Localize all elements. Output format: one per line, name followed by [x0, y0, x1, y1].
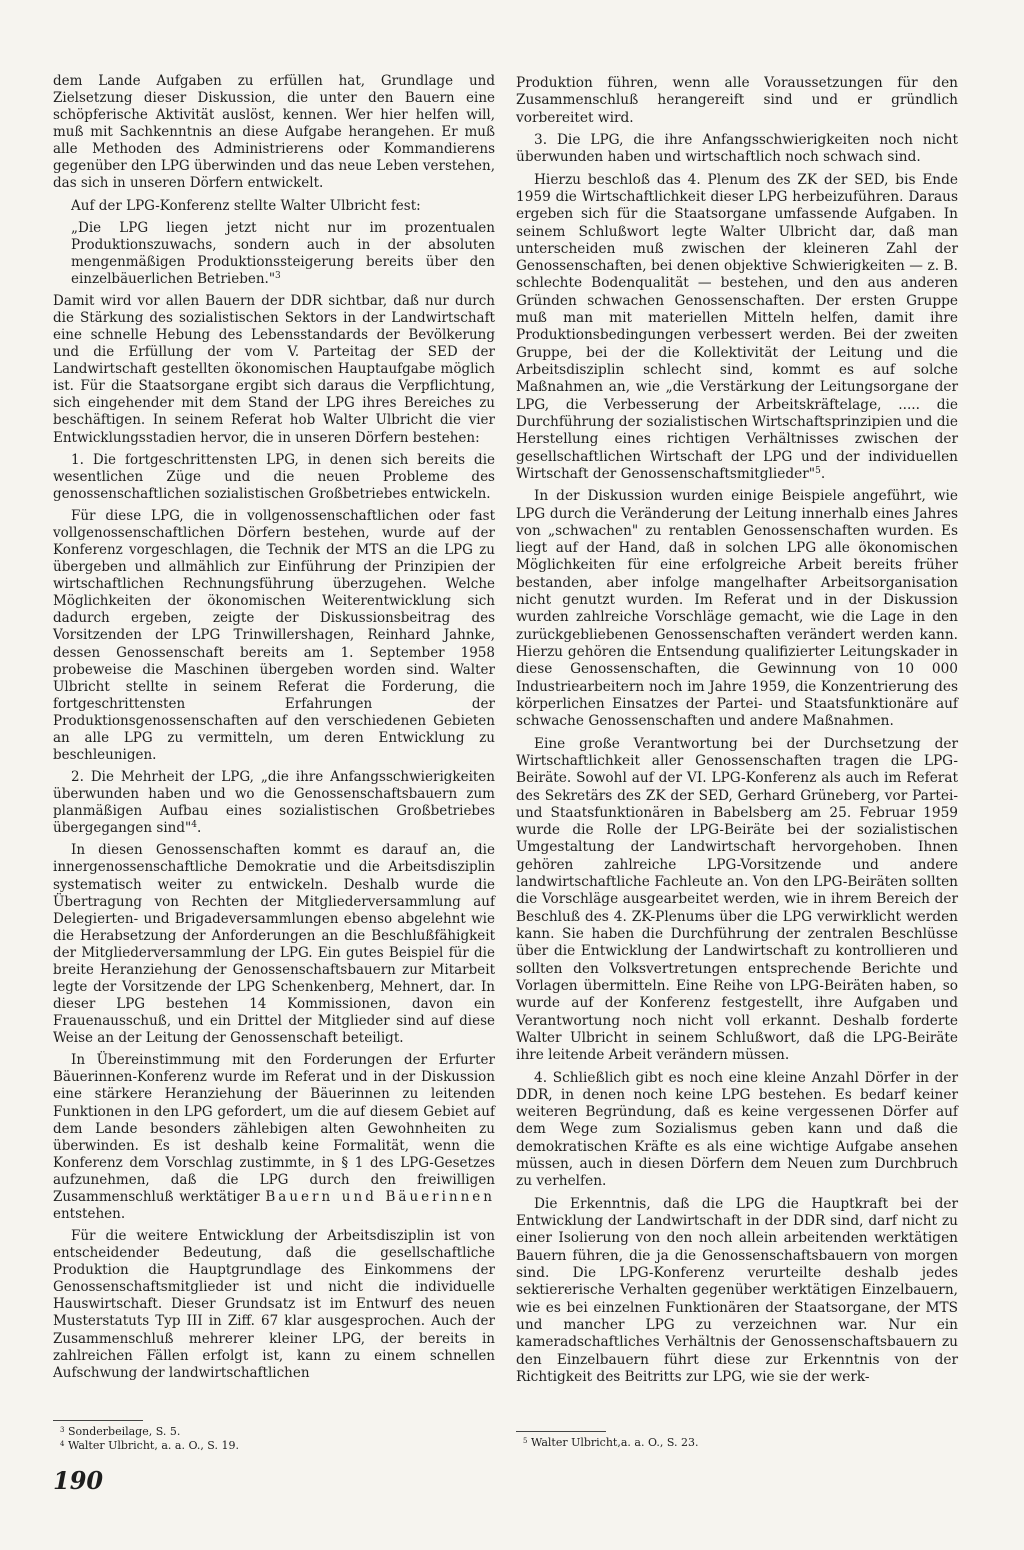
paragraph: 3. Die LPG, die ihre Anfangsschwierigkeiten noch nicht überwunden haben und wirtschaftlich noch schwach sind.: [516, 131, 958, 166]
footnote-number: 5: [523, 1437, 528, 1445]
right-column: [516, 75, 958, 1391]
paragraph: [53, 769, 495, 837]
paragraph: Die Erkenntnis, daß die LPG die Hauptkraft bei der Entwicklung der Landwirtschaft in der DDR sind, darf nicht zu einer Isolierung von den noch allein arbeitenden werktätigen Bauern führen, die ja die Genossenschaftsbauern von morgen sind. Die LPG-Konferenz verurteilte deshalb jedes sektiererische Verhalten gegenüber werktätigen Einzelbauern, wie es bei einzelnen Funktionären der Staatsorgane, der MTS und mancher LPG zu verzeichnen war. Nur ein kameradschaftliches Verhältnis der Genossenschaftsbauern zu den Einzelbauern führt diese zur Erkenntnis von der Richtigkeit des Beitritts zur LPG, wie sie der werk-: [516, 1195, 958, 1385]
footnote: [523, 1436, 698, 1450]
paragraph: In der Diskussion wurden einige Beispiele angeführt, wie LPG durch die Veränderung der Leitung innerhalb eines Jahres von „schwachen" zu rentablen Genossenschaften wurden. Es liegt auf der Hand, daß in solchen LPG alle ökonomischen Möglichkeiten für eine erfolgreiche Arbeit bereits früher bestanden, aber infolge mangelhafter Arbeitsorganisation nicht genutzt wurden. Im Referat und in der Diskussion wurden zahlreiche Vorschläge gemacht, wie die Lage in den zurückgebliebenen Genossenschaften verändert werden kann. Hierzu gehören die Entsendung qualifizierter Leitungskader in diese Genossenschaften, die Gewinnung von 10 000 Industriearbeitern noch im Jahre 1959, die Konzentrierung des körperlichen Einsatzes der Partei- und Staatsfunktionäre auf schwache Genossenschaften und andere Maßnahmen.: [516, 488, 958, 730]
paragraph: Für diese LPG, die in vollgenossenschaftlichen oder fast vollgenossenschaftlichen Dörfern bestehen, wurde auf der Konferenz vorgeschlagen, die Technik der MTS an die LPG zu übergeben und allmählich zur Einführung der Prinzipien der wirtschaftlichen Rechnungsführung überzugehen. Welche Möglichkeiten der ökonomischen Weiterentwicklung sich dadurch ergeben, zeigte der Diskussionsbeitrag des Vorsitzenden der LPG Trinwillershagen, Reinhard Jahnke, dessen Genossenschaft bereits am 1. September 1958 probeweise die Maschinen übergeben worden sind. Walter Ulbricht stellte in seinem Referat die Forderung, die fortgeschrittensten Erfahrungen der Produktionsgenossenschaften auf den verschiedenen Gebieten an alle LPG zu vermitteln, um deren Entwicklung zu beschleunigen.: [53, 507, 495, 763]
paragraph-text: Hierzu beschloß das 4. Plenum des ZK der SED, bis Ende 1959 die Wirtschaftlichkeit dieser LPG herbeizuführen. Daraus ergeben sich für die Staatsorgane umfassende Aufgaben. In seinem Schlußwort legte Walter Ulbricht dar, daß man unterscheiden muß zwischen der kleineren Zahl der Genossenschaften, bei denen objektive Schwierigkeiten — z. B. schlechte Bodenqualität — bestehen, und den aus anderen Gründen schwachen Genossenschaften. Der ersten Gruppe muß man mit materiellen Mitteln helfen, damit ihre Produktionsbedingungen verbessert werden. Bei der zweiten Gruppe, bei der die Kollektivität der Leitung und die Arbeitsdisziplin schlecht sind, kommt es auf solche Maßnahmen an, wie „die Verstärkung der Leitungsorgane der LPG, die Verbesserung der Arbeitskräftelage, ..... die Durchführung der sozialistischen Wirtschaftsprinzipien und die Herstellung eines richtigen Verhältnisses zwischen der gesellschaftlichen Wirtschaft der LPG und der individuellen Wirtschaft der Genossenschaftsmitglieder": [516, 171, 958, 482]
left-column: [53, 73, 495, 1387]
footnote-ref: 5: [815, 465, 821, 476]
paragraph: Produktion führen, wenn alle Voraussetzungen für den Zusammenschluß herangereift sind und er gründlich vorbereitet wird.: [516, 75, 958, 126]
paragraph: 4. Schließlich gibt es noch eine kleine Anzahl Dörfer in der DDR, in denen noch keine LPG bestehen. Es bedarf keiner weiteren Begründung, daß es keine vergessenen Dörfer auf dem Wege zum Sozialismus geben kann und daß die demokratischen Kräfte es als eine wichtige Aufgabe ansehen müssen, auch in diesen Dörfern dem Neuen zum Durchbruch zu verhelfen.: [516, 1069, 958, 1190]
footnote-ref: 4: [191, 820, 197, 831]
paragraph: 1. Die fortgeschrittensten LPG, in denen sich bereits die wesentlichen Züge und die neuen Probleme des genossenschaftlichen sozialistischen Großbetriebes entwickeln.: [53, 451, 495, 502]
paragraph-text: 2. Die Mehrheit der LPG, „die ihre Anfangsschwierigkeiten überwunden haben und wo die Genossenschaftsbauern zum planmäßigen Aufbau eines sozialistischen Großbetriebes übergegangen sind": [53, 769, 495, 837]
footnote-text: Sonderbeilage, S. 5.: [67, 1425, 181, 1438]
punctuation: .: [196, 820, 202, 837]
block-quote: [71, 220, 495, 288]
paragraph-text: entstehen.: [53, 1206, 126, 1222]
footnote: [60, 1425, 239, 1439]
paragraph: Damit wird vor allen Bauern der DDR sichtbar, daß nur durch die Stärkung des sozialistischen Sektors in der Landwirtschaft eine schnelle Hebung des Lebensstandards der Bevölkerung und die Erfüllung der vom V. Parteitag der SED der Landwirtschaft gestellten ökonomischen Hauptaufgabe möglich ist. Für die Staatsorgane ergibt sich daraus die Verpflichtung, sich eingehender mit dem Stand der LPG ihres Bereiches zu beschäftigen. In seinem Referat hob Walter Ulbricht die vier Entwicklungsstadien hervor, die in unseren Dörfern bestehen:: [53, 292, 495, 446]
footnotes-right: [523, 1436, 698, 1450]
footnote-rule: [53, 1420, 143, 1421]
paragraph: Für die weitere Entwicklung der Arbeitsdisziplin ist von entscheidender Bedeutung, daß die gesellschaftliche Produktion die Hauptgrundlage des Einkommens der Genossenschaftsmitglieder ist und nicht die individuelle Hauswirtschaft. Dieser Grundsatz ist im Entwurf des neuen Musterstatuts Typ III in Ziff. 67 klar ausgesprochen. Auch der Zusammenschluß mehrerer kleiner LPG, der bereits in zahlreichen Fällen erfolgt ist, kann zu einem schnellen Aufschwung der landwirtschaftlichen: [53, 1228, 495, 1381]
punctuation: .: [820, 465, 826, 482]
footnote: [60, 1439, 239, 1453]
footnote-number: 3: [60, 1426, 65, 1434]
footnote-ref: 3: [275, 270, 281, 281]
footnote-number: 4: [60, 1440, 65, 1448]
quote-text: „Die LPG liegen jetzt nicht nur im prozentualen Produktionszuwachs, sondern auch in der absoluten mengenmäßigen Produktionssteigerung bereits über den einzelbäuerlichen Betrieben.": [71, 219, 495, 287]
footnote-text: Walter Ulbricht, a. a. O., S. 19.: [67, 1439, 239, 1452]
paragraph: Auf der LPG-Konferenz stellte Walter Ulbricht fest:: [71, 197, 421, 214]
spaced-emphasis: Bauern und Bäuerinnen: [265, 1188, 495, 1205]
paragraph: Eine große Verantwortung bei der Durchsetzung der Wirtschaftlichkeit aller Genossenschaften tragen die LPG-Beiräte. Sowohl auf der VI. LPG-Konferenz als auch im Referat des Sekretärs des ZK der SED, Gerhard Grüneberg, vor Partei- und Staatsfunktionären in Babelsberg am 25. Februar 1959 wurde die Rolle der LPG-Beiräte bei der sozialistischen Umgestaltung der Landwirtschaft hervorgehoben. Ihnen gehören zahlreiche LPG-Vorsitzende und andere landwirtschaftliche Fachleute an. Von den LPG-Beiräten sollten die Vorschläge ausgearbeitet werden, wie in ihrem Bereich der Beschluß des 4. ZK-Plenums über die LPG verwirklicht werden kann. Sie haben die Durchführung der zentralen Beschlüsse über die Entwicklung der Landwirtschaft zu kontrollieren und sollten den Volksvertretungen entsprechende Berichte und Vorlagen übermitteln. Eine Reihe von LPG-Beiräten haben, so wurde auf der Konferenz festgestellt, ihre Aufgaben und Verantwortung noch nicht voll erkannt. Deshalb forderte Walter Ulbricht in seinem Schlußwort, daß die LPG-Beiräte ihre leitende Arbeit verändern müssen.: [516, 735, 958, 1064]
paragraph: In diesen Genossenschaften kommt es darauf an, die innergenossenschaftliche Demokratie und die Arbeitsdisziplin systematisch weiter zu entwickeln. Deshalb wurde die Übertragung von Rechten der Mitgliederversammlung auf Delegierten- und Brigadeversammlungen ebenso abgelehnt wie die Herabsetzung der Anforderungen an die Beschlußfähigkeit der Mitgliederversammlung der LPG. Ein gutes Beispiel für die breite Heranziehung der Genossenschaftsbauern zur Mitarbeit legte der Vorsitzende der LPG Schenkenberg, Mehnert, dar. In dieser LPG bestehen 14 Kommissionen, davon ein Frauenausschuß, und ein Drittel der Mitglieder sind auf diese Weise an der Leitung der Genossenschaft beteiligt.: [53, 842, 495, 1047]
page-number: 190: [53, 1466, 104, 1495]
paragraph-text: In Übereinstimmung mit den Forderungen der Erfurter Bäuerinnen-Konferenz wurde im Referat und in der Diskussion eine stärkere Heranziehung der Bäuerinnen zu leitenden Funktionen in den LPG gefordert, um die auf diesem Gebiet auf dem Lande besonders zählebigen alten Gewohnheiten zu überwinden. Es ist deshalb keine Formalität, wenn die Konferenz dem Vorschlag zustimmte, in § 1 des LPG-Gesetzes aufzunehmen, daß die LPG durch den freiwilligen Zusammenschluß werktätiger: [53, 1052, 495, 1205]
footnote-rule: [516, 1431, 606, 1432]
footnote-text: Walter Ulbricht,a. a. O., S. 23.: [530, 1436, 699, 1449]
paragraph: dem Lande Aufgaben zu erfüllen hat, Grundlage und Zielsetzung dieser Diskussion, die unter den Bauern eine schöpferische Aktivität auslöst, kennen. Wer hier helfen will, muß mit Sachkenntnis an diese Aufgabe herangehen. Er muß alle Methoden des Administrierens oder Kommandierens gegenüber den LPG überwinden und das neue Leben verstehen, das sich in unseren Dörfern entwickelt.: [53, 73, 495, 192]
paragraph: [516, 172, 958, 484]
paragraph: [53, 1052, 495, 1223]
footnotes-left: [60, 1425, 239, 1453]
